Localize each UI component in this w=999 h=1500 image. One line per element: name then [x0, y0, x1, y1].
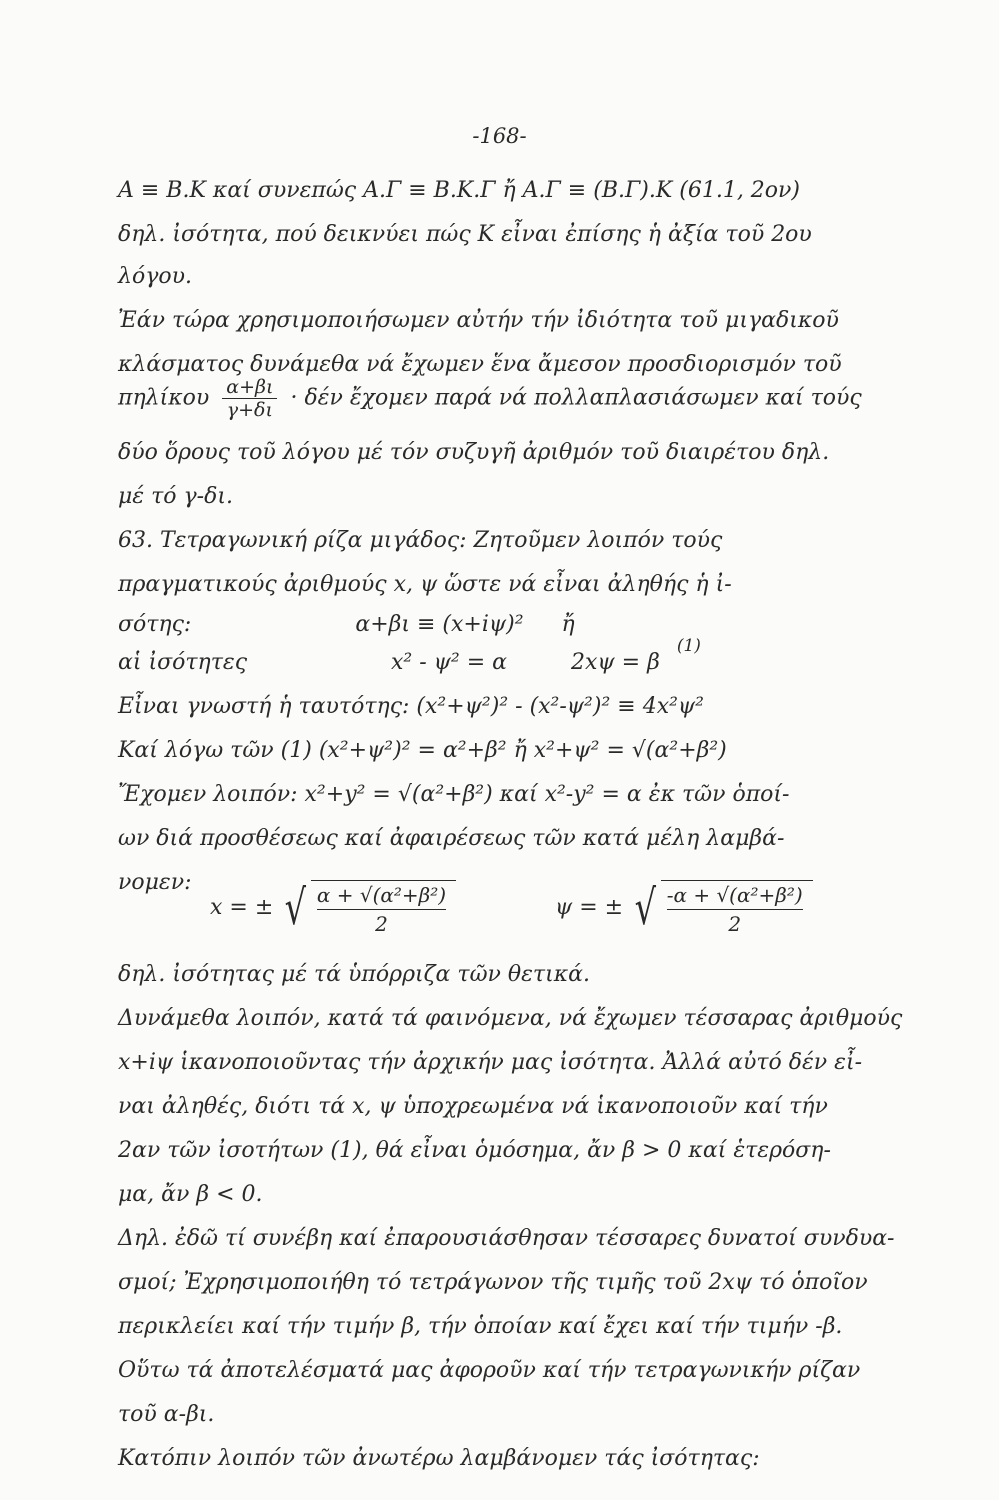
text-line: 2αν τῶν ἰσοτήτων (1), θά εἶναι ὁμόσημα, ἄν β > 0 καί ἑτερόση- [118, 1138, 831, 1163]
psi-denominator: 2 [728, 912, 742, 936]
text-line: δηλ. ἰσότητα, πού δεικνύει πώς K εἶναι ἐπίσης ἡ ἀξία τοῦ 2ου [118, 222, 812, 247]
x-lhs: x = ± [210, 895, 274, 920]
text-line: Δηλ. ἐδῶ τί συνέβη καί ἐπαρουσιάσθησαν τέσσαρες δυνατοί συνδυα- [118, 1226, 895, 1251]
fraction-denominator: γ+δι [226, 399, 273, 421]
text-line: νομεν: [118, 870, 192, 895]
quotient-fraction [222, 376, 277, 421]
radical-sign: √ [634, 880, 657, 936]
psi-sqrt [630, 880, 813, 936]
text-line: ων διά προσθέσεως καί ἀφαιρέσεως τῶν κατά μέλη λαμβά- [118, 826, 785, 851]
text-line: μα, ἄν β < 0. [118, 1182, 263, 1207]
isotis-expression: α+βι ≡ (x+iψ)² [355, 612, 524, 637]
text-line: Οὕτω τά ἀποτελέσματά μας ἀφοροῦν καί τήν τετραγωνικήν ρίζαν [118, 1358, 861, 1383]
text-line: Δυνάμεθα λοιπόν, κατά τά φαινόμενα, νά ἔχωμεν τέσσαρας ἀριθμούς [118, 1006, 903, 1031]
text-line: τοῦ α-βι. [118, 1402, 215, 1427]
text-line: Κατόπιν λοιπόν τῶν ἀνωτέρω λαμβάνομεν τάς ἰσότητας: [118, 1446, 760, 1471]
text-line: Καί λόγω τῶν (1) (x²+ψ²)² = α²+β² ἤ x²+ψ² = √(α²+β²) [118, 738, 727, 763]
text-line: Εἶναι γνωστή ἡ ταυτότης: (x²+ψ²)² - (x²-ψ²)² ≡ 4x²ψ² [118, 694, 704, 719]
text-line: σμοί; Ἐχρησιμοποιήθη τό τετράγωνον τῆς τιμῆς τοῦ 2xψ τό ὁποῖον [118, 1270, 868, 1295]
text-line: πραγματικούς ἀριθμούς x, ψ ὥστε νά εἶναι ἀληθής ἡ ἰ- [118, 572, 732, 597]
psi-solution [555, 880, 813, 936]
equation-marker: (1) [676, 636, 701, 656]
fraction-line [118, 376, 862, 421]
x-solution [210, 880, 456, 936]
text-line: ναι ἀληθές, διότι τά x, ψ ὑποχρεωμένα νά ἱκανοποιοῦν καί τήν [118, 1094, 828, 1119]
text-line: λόγου. [118, 264, 192, 289]
text-line: κλάσματος δυνάμεθα νά ἔχωμεν ἕνα ἄμεσον προσδιορισμόν τοῦ [118, 352, 842, 377]
radical-sign: √ [284, 880, 307, 936]
text-line: Ἐάν τώρα χρησιμοποιήσωμεν αὐτήν τήν ἰδιότητα τοῦ μιγαδικοῦ [118, 308, 839, 333]
psi-numerator: -α + √(α²+β²) [667, 883, 803, 910]
fraction-numerator: α+βι [222, 376, 277, 399]
fraction-suffix: · δέν ἔχομεν παρά νά πολλαπλασιάσωμεν καί τούς [290, 385, 862, 411]
text-line: δύο ὅρους τοῦ λόγου μέ τόν συζυγῆ ἀριθμόν τοῦ διαιρέτου δηλ. [118, 440, 830, 465]
text-line: A ≡ B.K καί συνεπώς A.Γ ≡ B.K.Γ ἤ A.Γ ≡ (B.Γ).K (61.1, 2ον) [118, 178, 800, 203]
text-line: δηλ. ἰσότητας μέ τά ὑπόρριζα τῶν θετικά. [118, 962, 591, 987]
equation-1a: x² - ψ² = α [391, 650, 508, 675]
section-heading-line: 63. Τετραγωνική ρίζα μιγάδος: Ζητοῦμεν λοιπόν τούς [118, 528, 723, 553]
text-line: μέ τό γ-δι. [118, 484, 233, 509]
isotis-label: σότης: [118, 612, 192, 637]
text-line: Ἔχομεν λοιπόν: x²+y² = √(α²+β²) καί x²-y² = α ἐκ τῶν ὁποί- [118, 782, 790, 807]
x-numerator: α + √(α²+β²) [317, 883, 446, 910]
isotites-label: αἱ ἰσότητες [118, 650, 248, 675]
x-denominator: 2 [375, 912, 388, 936]
psi-lhs: ψ = ± [555, 895, 624, 920]
text-line: περικλείει καί τήν τιμήν β, τήν ὁποίαν καί ἔχει καί τήν τιμήν -β. [118, 1314, 843, 1339]
isotis-line [118, 612, 575, 637]
text-line: x+iψ ἱκανοποιοῦντας τήν ἀρχικήν μας ἰσότητα. Ἀλλά αὐτό δέν εἶ- [118, 1050, 863, 1075]
page-number: -168- [472, 124, 527, 148]
fraction-prefix: πηλίκου [118, 385, 210, 411]
isotis-tail: ἤ [561, 612, 575, 637]
x-sqrt [280, 880, 456, 936]
equation-1b: 2xψ = β [571, 650, 660, 675]
isotites-line [118, 636, 701, 675]
